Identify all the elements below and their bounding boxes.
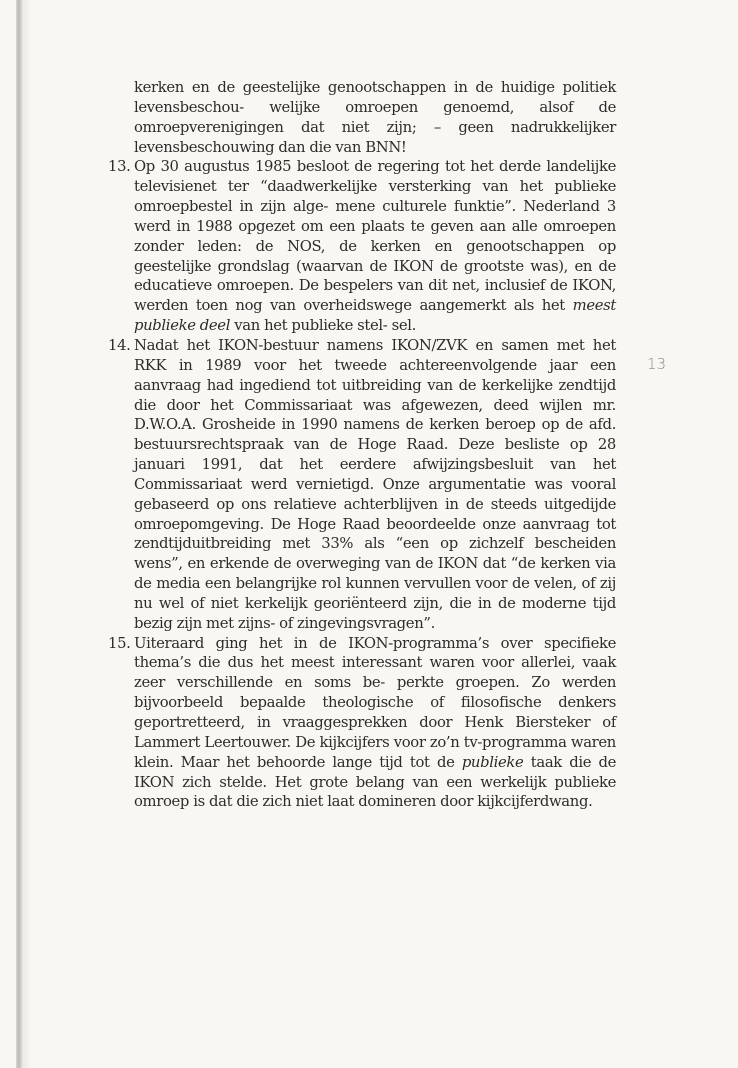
item-number: 13. — [108, 158, 131, 176]
item-body — [134, 157, 616, 336]
main-text-block — [108, 78, 616, 812]
item-text-part-b: taak die de IKON zich stelde. Het grote belang van een werkelijk publieke omroep is dat die zich niet laat domineren door kijkcijferdwang. — [134, 753, 617, 811]
numbered-item-14 — [108, 336, 616, 634]
item-text-part-a: Uiteraard ging het in de IKON-programma’s over specifieke thema’s die dus het meest interessant waren voor allerlei, vaak zeer verschillende en soms be- perkte groepen. Zo werden bijvoorbeeld bepaalde theologische of filosofische denkers geportretteerd, in vraaggesprekken door Henk Biersteker of Lammert Leertouwer. De kijkcijfers voor zo’n tv-programma waren klein. Maar het behoorde lange tijd tot de — [134, 634, 616, 771]
binding-shadow — [22, 0, 32, 1068]
item-text-part-b: van het publieke stel- sel. — [234, 317, 416, 335]
numbered-item-13 — [108, 157, 616, 336]
item-text-part-a: Op 30 augustus 1985 besloot de regering tot het derde landelijke televisienet ter “daadwerkelijke versterking van het publieke omroepbestel in zijn alge- mene culturele funktie”. Nederland 3 werd in 1988 opgezet om een plaats te geven aan alle omroepen zonder leden: de NOS, de kerken en genootschappen op geestelijke grondslag (waarvan de IKON de grootste was), en de educatieve omroepen. De bespelers van dit net, inclusief de IKON, werden toen nog van overheidswege aangemerkt als het — [134, 158, 616, 315]
intro-paragraph — [108, 78, 616, 157]
page-number: 13 — [647, 355, 667, 373]
item-emphasis: publieke — [461, 753, 524, 771]
item-text: Nadat het IKON-bestuur namens IKON/ZVK en samen met het RKK in 1989 voor het tweede achtereenvolgende jaar een aanvraag had ingediend tot uitbreiding van de kerkelijke zendtijd die door het Commissariaat was afgewezen, deed wijlen mr. D.W.O.A. Grosheide in 1990 namens de kerken beroep op de afd. bestuursrechtspraak van de Hoge Raad. Deze besliste op 28 januari 1991, dat het eerdere afwijzingsbesluit van het Commissariaat werd vernietigd. Onze argumentatie was vooral gebaseerd op ons relatieve achterblijven in de steeds uitgedijde omroepomgeving. De Hoge Raad beoordeelde onze aanvraag tot zendtijduitbreiding met 33% als “een op zichzelf bescheiden wens”, en erkende de overweging van de IKON dat “de kerken via de media een belangrijke rol kunnen vervullen voor de velen, of zij nu wel of niet kerkelijk georiënteerd zijn, die in de moderne tijd bezig zijn met zijns- of zingevingsvragen”. — [134, 336, 616, 632]
item-number: 14. — [108, 336, 131, 354]
item-body — [134, 634, 616, 813]
item-body — [134, 336, 616, 634]
item-number: 15. — [108, 634, 131, 652]
numbered-item-15 — [108, 634, 616, 813]
item-emphasis: meest publieke deel — [134, 297, 616, 335]
intro-paragraph-text: kerken en de geestelijke genootschappen in de huidige politiek levensbeschou- welijke omroepen genoemd, alsof de omroepverenigingen dat niet zijn; – geen nadrukkelijker levensbeschouwing dan die van BNN! — [134, 79, 616, 156]
